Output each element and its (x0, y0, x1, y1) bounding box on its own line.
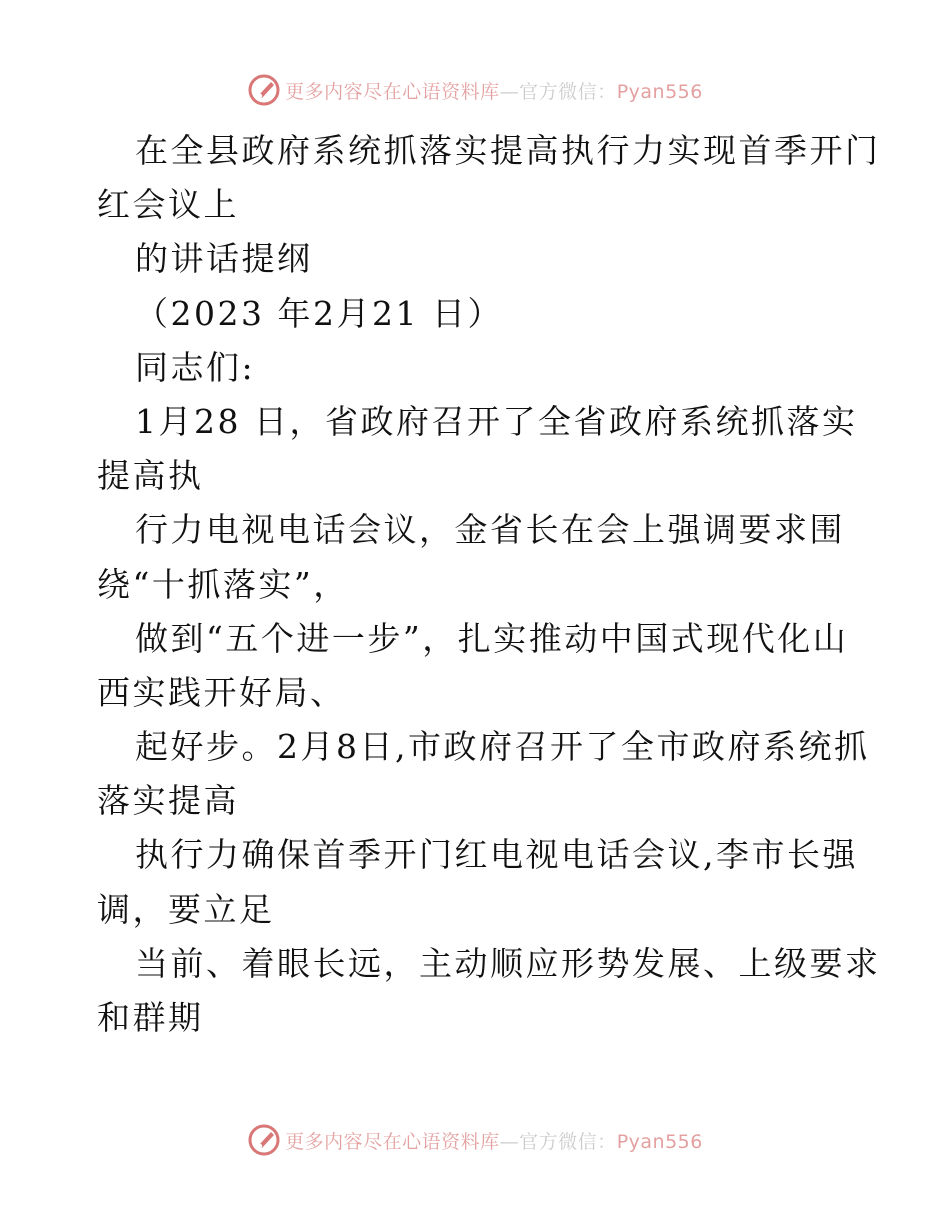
pen-nib-circle-icon (247, 73, 281, 107)
doc-line: 红会议上 (97, 185, 239, 225)
doc-line: 做到“五个进一步”，扎实推动中国式现代化山 (135, 618, 849, 658)
watermark-brand: 更多内容尽在心语资料库 (285, 80, 500, 103)
doc-line: 当前、着眼长远，主动顺应形势发展、上级要求 (135, 943, 881, 983)
watermark-text (285, 77, 703, 104)
document-body (97, 124, 881, 1045)
watermark-text (285, 1127, 703, 1154)
doc-line: 绕“十抓落实”， (97, 564, 349, 604)
doc-line: 起好步。2月8日,市政府召开了全市政府系统抓 (135, 727, 870, 767)
watermark-handle: Pyan556 (616, 80, 703, 103)
doc-line: 1月28 日，省政府召开了全省政府系统抓落实 (135, 401, 858, 441)
header-watermark (0, 70, 950, 110)
doc-line: 提高执 (97, 456, 204, 496)
doc-line: 西实践开好局、 (97, 672, 346, 712)
pen-nib-circle-icon (247, 1123, 281, 1157)
doc-line: 行力电视电话会议，金省长在会上强调要求围 (135, 510, 845, 550)
doc-line: （2023 年2月21 日） (135, 293, 503, 333)
watermark-brand: 更多内容尽在心语资料库 (285, 1130, 500, 1153)
doc-line: 的讲话提纲 (135, 239, 313, 279)
doc-line: 同志们: (135, 347, 256, 387)
doc-line: 在全县政府系统抓落实提高执行力实现首季开门 (135, 131, 881, 170)
watermark-official: —官方微信： (499, 1130, 617, 1153)
watermark-official: —官方微信： (499, 80, 617, 103)
doc-line: 落实提高 (97, 781, 239, 821)
footer-watermark (0, 1120, 950, 1160)
doc-line: 执行力确保首季开门红电视电话会议,李市长强 (135, 835, 858, 875)
doc-line: 调，要立足 (97, 889, 275, 929)
doc-line: 和群期 (97, 998, 204, 1037)
watermark-handle: Pyan556 (616, 1130, 703, 1153)
